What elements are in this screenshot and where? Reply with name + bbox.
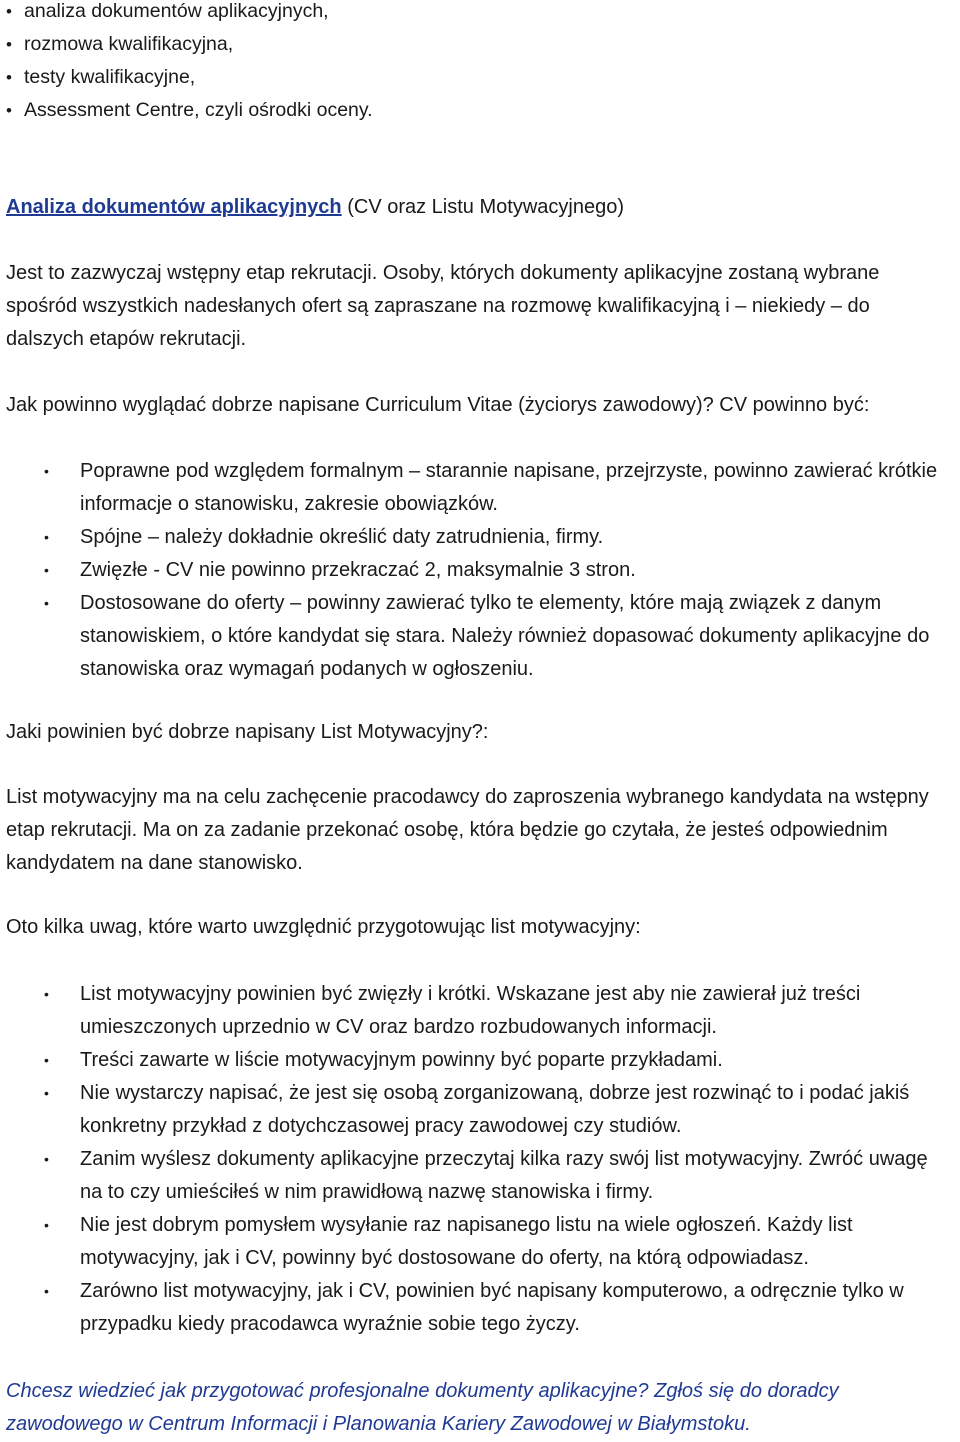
letter-tips-intro: Oto kilka uwag, które warto uwzględnić przygotowując list motywacyjny: (6, 916, 641, 938)
list-item (0, 455, 950, 521)
list-item-text: Nie wystarczy napisać, że jest się osobą zorganizowaną, dobrze jest rozwinąć to i podać jakiś konkretny przykład z dotychczasowej pracy zawodowej czy studiów. (80, 1082, 910, 1137)
list-item-text: Treści zawarte w liście motywacyjnym powinny być poparte przykładami. (80, 1049, 723, 1071)
list-item (0, 1275, 950, 1341)
list-item-text: Poprawne pod względem formalnym – starannie napisane, przejrzyste, powinno zawierać krótkie informacje o stanowisku, zakresie obowiązków. (80, 460, 938, 515)
list-item-text: Zarówno list motywacyjny, jak i CV, powinien być napisany komputerowo, a odręcznie tylko w przypadku kiedy pracodawca wyraźnie sobie tego życzy. (80, 1280, 904, 1335)
list-item-text: testy kwalifikacyjne, (24, 66, 196, 88)
bullet-icon: • (44, 1085, 49, 1101)
list-item-text: Zwięzłe - CV nie powinno przekraczać 2, maksymalnie 3 stron. (80, 559, 636, 581)
bullet-icon: • (44, 595, 49, 611)
list-item (0, 1143, 950, 1209)
list-item-text: Nie jest dobrym pomysłem wysyłanie raz napisanego listu na wiele ogłoszeń. Każdy list motywacyjny, jak i CV, powinny być dostosowane do oferty, na którą odpowiadasz. (80, 1214, 853, 1269)
cv-requirements-list (0, 455, 950, 686)
list-item (0, 554, 950, 587)
recruitment-stages-list (6, 0, 373, 127)
list-item (6, 61, 373, 94)
list-item-text: List motywacyjny powinien być zwięzły i krótki. Wskazane jest aby nie zawierał już treści umieszczonych uprzednio w CV oraz bardzo rozbudowanych informacji. (80, 983, 861, 1038)
list-item (0, 587, 950, 686)
section-heading-suffix: (CV oraz Listu Motywacyjnego) (341, 196, 624, 218)
list-item-text: Zanim wyślesz dokumenty aplikacyjne przeczytaj kilka razy swój list motywacyjny. Zwróć uwagę na to czy umieściłeś w nim prawidłową nazwę stanowiska i firmy. (80, 1148, 928, 1203)
list-item (6, 28, 373, 61)
list-item (6, 94, 373, 127)
bullet-icon: • (6, 68, 12, 87)
bullet-icon: • (6, 101, 12, 120)
list-item (0, 1044, 950, 1077)
list-item-text: rozmowa kwalifikacyjna, (24, 33, 234, 55)
bullet-icon: • (44, 562, 49, 578)
list-item (0, 978, 950, 1044)
cv-question: Jak powinno wyglądać dobrze napisane Curriculum Vitae (życiorys zawodowy)? CV powinno być: (6, 394, 870, 416)
bullet-icon: • (44, 1151, 49, 1167)
bullet-icon: • (44, 463, 49, 479)
bullet-icon: • (44, 1052, 49, 1068)
intro-paragraph: Jest to zazwyczaj wstępny etap rekrutacji. Osoby, których dokumenty aplikacyjne zostaną wybrane spośród wszystkich nadesłanych ofert są zapraszane na rozmowę kwalifikacyjną i – niekiedy – do dalszych etapów rekrutacji. (6, 262, 880, 350)
bullet-icon: • (6, 35, 12, 54)
letter-tips-list (0, 978, 950, 1341)
bullet-icon: • (44, 986, 49, 1002)
bullet-icon: • (44, 1217, 49, 1233)
bullet-icon: • (6, 2, 12, 21)
list-item-text: Spójne – należy dokładnie określić daty zatrudnienia, firmy. (80, 526, 604, 548)
list-item (0, 1077, 950, 1143)
list-item-text: analiza dokumentów aplikacyjnych, (24, 0, 329, 22)
list-item (0, 521, 950, 554)
section-heading (6, 191, 946, 224)
career-advice-footer: Chcesz wiedzieć jak przygotować profesjonalne dokumenty aplikacyjne? Zgłoś się do doradcy zawodowego w Centrum Informacji i Planowania Kariery Zawodowej w Białymstoku. (6, 1380, 839, 1435)
list-item-text: Assessment Centre, czyli ośrodki oceny. (24, 99, 373, 121)
section-heading-link: Analiza dokumentów aplikacyjnych (6, 196, 342, 218)
bullet-icon: • (44, 1283, 49, 1299)
list-item (0, 1209, 950, 1275)
letter-paragraph: List motywacyjny ma na celu zachęcenie pracodawcy do zaproszenia wybranego kandydata na wstępny etap rekrutacji. Ma on za zadanie przekonać osobę, która będzie go czytała, że jesteś odpowiednim kandydatem na dane stanowisko. (6, 786, 929, 874)
list-item-text: Dostosowane do oferty – powinny zawierać tylko te elementy, które mają związek z danym stanowiskiem, o które kandydat się stara. Należy również dopasować dokumenty aplikacyjne do stanowiska oraz wymagań podanych w ogłoszeniu. (80, 592, 930, 680)
letter-question: Jaki powinien być dobrze napisany List Motywacyjny?: (6, 721, 489, 743)
bullet-icon: • (44, 529, 49, 545)
list-item (6, 0, 373, 28)
